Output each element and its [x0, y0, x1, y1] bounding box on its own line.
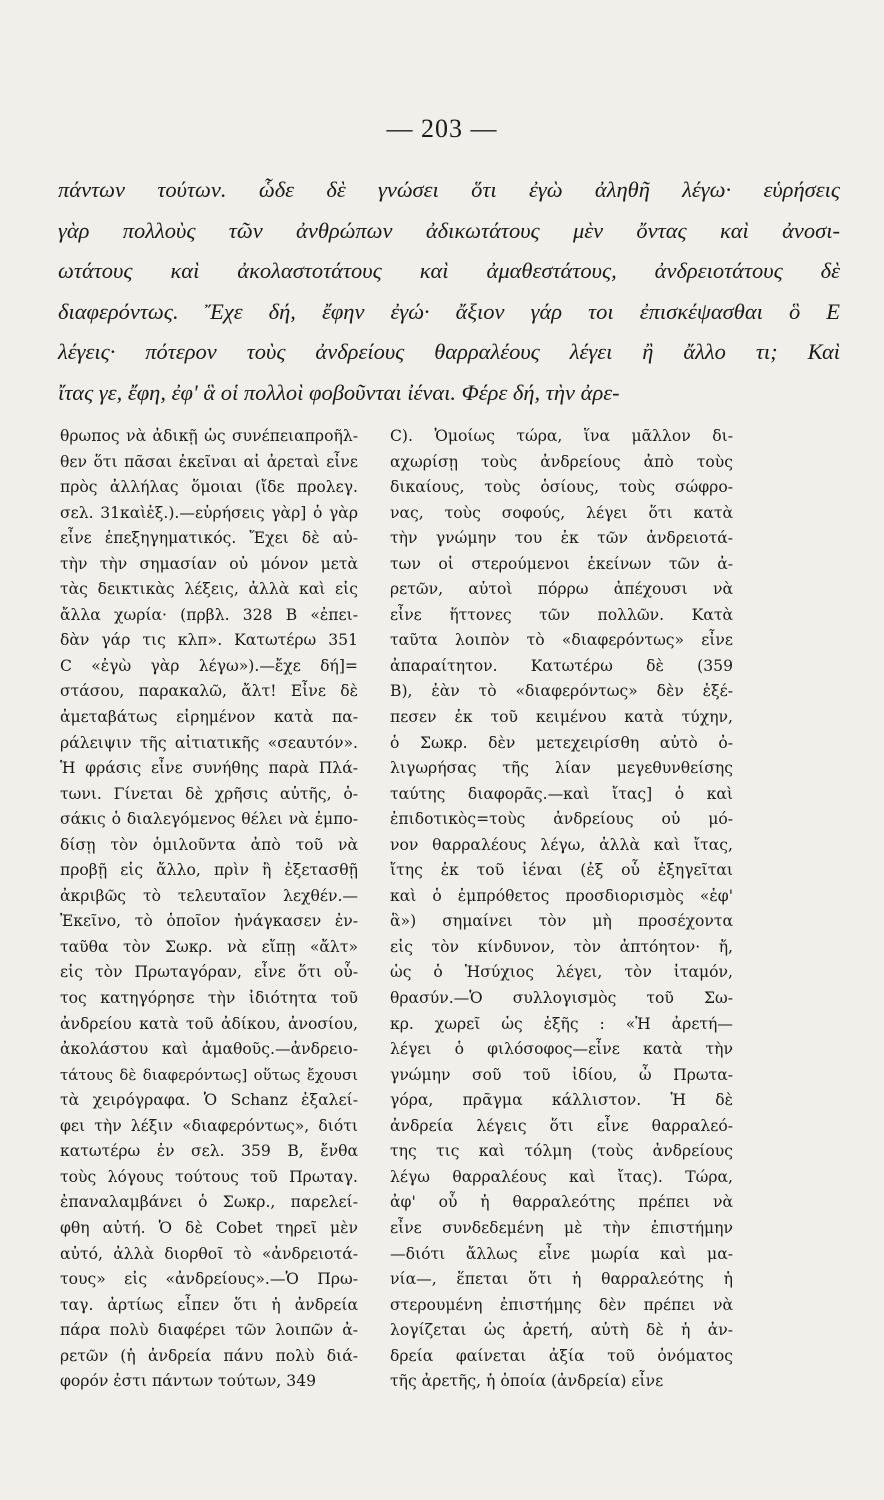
left-column-line: ἐπαναλαμβάνει ὁ Σωκρ., παρελεί- — [60, 1193, 358, 1212]
left-column-line: Ἐκεῖνο, τὸ ὁποῖον ἠνάγκασεν ἐν- — [60, 912, 358, 931]
right-column-line: —διότι ἄλλως εἶνε μωρία καὶ μα- — [390, 1244, 733, 1263]
right-column-line: λογίζεται ὡς ἀρετή, αὐτὴ δὲ ἡ ἀν- — [390, 1321, 733, 1340]
left-column-line: σελ. 31καὶἑξ.).—εὑρήσεις γὰρ] ὁ γὰρ — [60, 503, 358, 522]
left-column-line: τὰ χειρόγραφα. Ὁ Schanz ἐξαλεί- — [60, 1091, 358, 1110]
right-column-line: τὴν γνώμην του ἐκ τῶν ἀνδρειοτά- — [390, 529, 733, 548]
main-greek-text — [58, 170, 840, 413]
left-column-line: ἀκριβῶς τὸ τελευταῖον λεχθέν.— — [60, 886, 358, 905]
left-column-line: τάτους δὲ διαφερόντως] οὕτως ἔχουσι — [60, 1065, 358, 1084]
left-column-line: C «ἐγὼ γὰρ λέγω»).—ἔχε δή]= — [60, 656, 358, 675]
left-column-line: πάρα πολὺ διαφέρει τῶν λοιπῶν ἀ- — [60, 1321, 358, 1340]
main-text-line: γὰρ πολλοὺς τῶν ἀνθρώπων ἀδικωτάτους μὲν ὄντας καὶ ἀνοσι- — [58, 217, 840, 243]
left-column-line: Ἡ φράσις εἶνε συνήθης παρὰ Πλά- — [60, 759, 358, 778]
left-column-line: εἰς τὸν Πρωταγόραν, εἶνε ὅτι οὗ- — [60, 963, 358, 982]
right-column-line: ἃ») σημαίνει τὸν μὴ προσέχοντα — [390, 912, 733, 931]
left-column-line: στάσου, παρακαλῶ, ἄλτ! Εἶνε δὲ — [60, 682, 358, 701]
main-text-line: ἴτας γε, ἔφη, ἐφ' ἃ οἱ πολλοὶ φοβοῦνται ἰέναι. Φέρε δή, τὴν ἀρε- — [58, 379, 620, 405]
right-column-line: στερουμένη ἐπιστήμης δὲν πρέπει νὰ — [390, 1295, 733, 1314]
commentary-left-column — [60, 424, 358, 1395]
right-column-line: εἶνε συνδεδεμένη μὲ τὴν ἐπιστήμην — [390, 1218, 733, 1237]
right-column-line: ἀφ' οὗ ἡ θαρραλεότης πρέπει νὰ — [390, 1193, 733, 1212]
right-column-line: ταύτης διαφορᾶς.—καὶ ἴτας] ὁ καὶ — [390, 784, 733, 803]
right-column-line: γόρα, πρᾶγμα κάλλιστον. Ἡ δὲ — [390, 1091, 733, 1110]
right-column-line: νας, τοὺς σοφούς, λέγει ὅτι κατὰ — [390, 503, 733, 522]
right-column-line: C). Ὁμοίως τώρα, ἵνα μᾶλλον δι- — [390, 427, 733, 445]
right-column-line: ἐπιδοτικὸς=τοὺς ἀνδρείους οὐ μό- — [390, 810, 733, 829]
commentary-right-column — [390, 424, 733, 1395]
right-column-line: δικαίους, τοὺς ὁσίους, τοὺς σώφρο- — [390, 478, 733, 497]
left-column-line: σάκις ὁ διαλεγόμενος θέλει νὰ ἐμπο- — [60, 810, 358, 829]
right-column-line: λιγωρήσας τῆς λίαν μεγεθυνθείσης — [390, 759, 733, 778]
left-column-line: ράλειψιν τῆς αἰτιατικῆς «σεαυτόν». — [60, 733, 358, 752]
right-column-line: της τις καὶ τόλμη (τοὺς ἀνδρείους — [390, 1142, 733, 1161]
right-column-line: ὡς ὁ Ἡσύχιος λέγει, τὸν ἰταμόν, — [390, 963, 733, 982]
left-column-line: θρωπος νὰ ἀδικῇ ὡς συνέπειαπροῆλ- — [60, 427, 358, 445]
right-column-line: ἀπαραίτητον. Κατωτέρω δὲ (359 — [390, 656, 733, 675]
left-column-line: αὐτό, ἀλλὰ διορθοῖ τὸ «ἀνδρειοτά- — [60, 1244, 358, 1263]
right-column-line: αχωρίσῃ τοὺς ἀνδρείους ἀπὸ τοὺς — [390, 452, 733, 471]
right-column-line: νία—, ἕπεται ὅτι ἡ θαρραλεότης ἡ — [390, 1270, 733, 1289]
main-text-line: διαφερόντως. Ἔχε δή, ἔφην ἐγώ· ἄξιον γάρ τοι ἐπισκέψασθαι ὃ E — [58, 298, 840, 324]
left-column-line: τὴν τὴν σημασίαν οὐ μόνον μετὰ — [60, 554, 358, 573]
right-column-line: ταῦτα λοιπὸν τὸ «διαφερόντως» εἶνε — [390, 631, 733, 650]
left-column-line: ρετῶν (ἡ ἀνδρεία πάνυ πολὺ διά- — [60, 1346, 358, 1365]
right-column-line: ρετῶν, αὐτοὶ πόρρω ἀπέχουσι νὰ — [390, 580, 733, 599]
left-column-line: τοὺς λόγους τούτους τοῦ Πρωταγ. — [60, 1167, 358, 1186]
right-column-line: ὁ Σωκρ. δὲν μετεχειρίσθη αὐτὸ ὀ- — [390, 733, 733, 752]
left-column-line: δὰν γάρ τις κλπ». Κατωτέρω 351 — [60, 631, 358, 650]
right-column-line: λέγω θαρραλέους καὶ ἴτας). Τώρα, — [390, 1167, 733, 1186]
left-column-line: προβῇ εἰς ἄλλο, πρὶν ἢ ἐξετασθῇ — [60, 861, 358, 880]
left-column-line: φθη αὐτή. Ὁ δὲ Cobet τηρεῖ μὲν — [60, 1218, 358, 1237]
right-column-line: καὶ ὁ ἐμπρόθετος προσδιορισμὸς «ἐφ' — [390, 886, 733, 905]
left-column-line: θεν ὅτι πᾶσαι ἐκεῖναι αἱ ἀρεταὶ εἶνε — [60, 452, 358, 471]
right-column-line: εἶνε ἥττονες τῶν πολλῶν. Κατὰ — [390, 605, 733, 624]
left-column-line: ταῦθα τὸν Σωκρ. νὰ εἴπῃ «ἄλτ» — [60, 937, 358, 956]
right-column-line: θρασύν.—Ὁ συλλογισμὸς τοῦ Σω- — [390, 989, 733, 1008]
right-column-line: ἀνδρεία λέγεις ὅτι εἶνε θαρραλεό- — [390, 1116, 733, 1135]
left-column-line: φει τὴν λέξιν «διαφερόντως», διότι — [60, 1116, 358, 1135]
right-column-line: κρ. χωρεῖ ὡς ἑξῆς : «Ἡ ἀρετή— — [390, 1014, 733, 1033]
left-column-line: ἀμεταβάτως εἰρημένον κατὰ πα- — [60, 708, 358, 727]
left-column-line: εἶνε ἐπεξηγηματικός. Ἔχει δὲ αὐ- — [60, 529, 358, 548]
main-text-line: λέγεις· πότερον τοὺς ἀνδρείους θαρραλέους λέγει ἢ ἄλλο τι; Καὶ — [58, 339, 840, 364]
right-column-line: πεσεν ἐκ τοῦ κειμένου κατὰ τύχην, — [390, 708, 733, 727]
right-column-line: εἰς τὸν κίνδυνον, τὸν ἀπτόητον· ἤ, — [390, 937, 733, 956]
left-column-line: ἀκολάστου καὶ ἀμαθοῦς.—ἀνδρειο- — [60, 1040, 358, 1059]
right-column-line: τῆς ἀρετῆς, ἡ ὁποία (ἀνδρεία) εἶνε — [390, 1372, 664, 1391]
main-text-line: πάντων τούτων. ὧδε δὲ γνώσει ὅτι ἐγὼ ἀληθῆ λέγω· εὑρήσεις — [58, 177, 840, 202]
left-column-line: δίσῃ τὸν ὁμιλοῦντα ἀπὸ τοῦ νὰ — [60, 835, 358, 854]
right-column-line: των οἱ στερούμενοι ἐκείνων τῶν ἀ- — [390, 554, 733, 573]
right-column-line: ἴτης ἐκ τοῦ ἰέναι (ἐξ οὗ ἐξηγεῖται — [390, 861, 733, 880]
left-column-line: ἄλλα χωρία· (πρβλ. 328 B «ἐπει- — [60, 605, 358, 624]
left-column-line: ἀνδρείου κατὰ τοῦ ἀδίκου, ἀνοσίου, — [60, 1014, 358, 1033]
left-column-line: τὰς δεικτικὰς λέξεις, ἀλλὰ καὶ εἰς — [60, 580, 358, 599]
main-text-line: ωτάτους καὶ ἀκολαστοτάτους καὶ ἀμαθεστάτους, ἀνδρειοτάτους δὲ — [58, 258, 840, 283]
left-column-line: κατωτέρω ἐν σελ. 359 B, ἔνθα — [60, 1142, 358, 1161]
right-column-line: λέγει ὁ φιλόσοφος—εἶνε κατὰ τὴν — [390, 1040, 733, 1059]
left-column-line: τους» εἰς «ἀνδρείους».—Ὁ Πρω- — [60, 1270, 358, 1289]
left-column-line: πρὸς ἀλλήλας ὅμοιαι (ἴδε προλεγ. — [60, 478, 358, 497]
right-column-line: B), ἐὰν τὸ «διαφερόντως» δὲν ἐξέ- — [390, 682, 733, 701]
left-column-line: ταγ. ἀρτίως εἶπεν ὅτι ἡ ἀνδρεία — [60, 1295, 358, 1314]
right-column-line: νον θαρραλέους λέγω, ἀλλὰ καὶ ἴτας, — [390, 835, 733, 854]
right-column-line: δρεία φαίνεται ἀξία τοῦ ὀνόματος — [390, 1346, 733, 1365]
left-column-line: τος κατηγόρησε τὴν ἰδιότητα τοῦ — [60, 989, 358, 1008]
right-column-line: γνώμην σοῦ τοῦ ἰδίου, ὦ Πρωτα- — [390, 1065, 733, 1084]
left-column-line: φορόν ἐστι πάντων τούτων, 349 — [60, 1372, 317, 1391]
page-number: — 203 — — [386, 114, 498, 143]
left-column-line: τωνι. Γίνεται δὲ χρῆσις αὐτῆς, ὁ- — [60, 784, 358, 803]
